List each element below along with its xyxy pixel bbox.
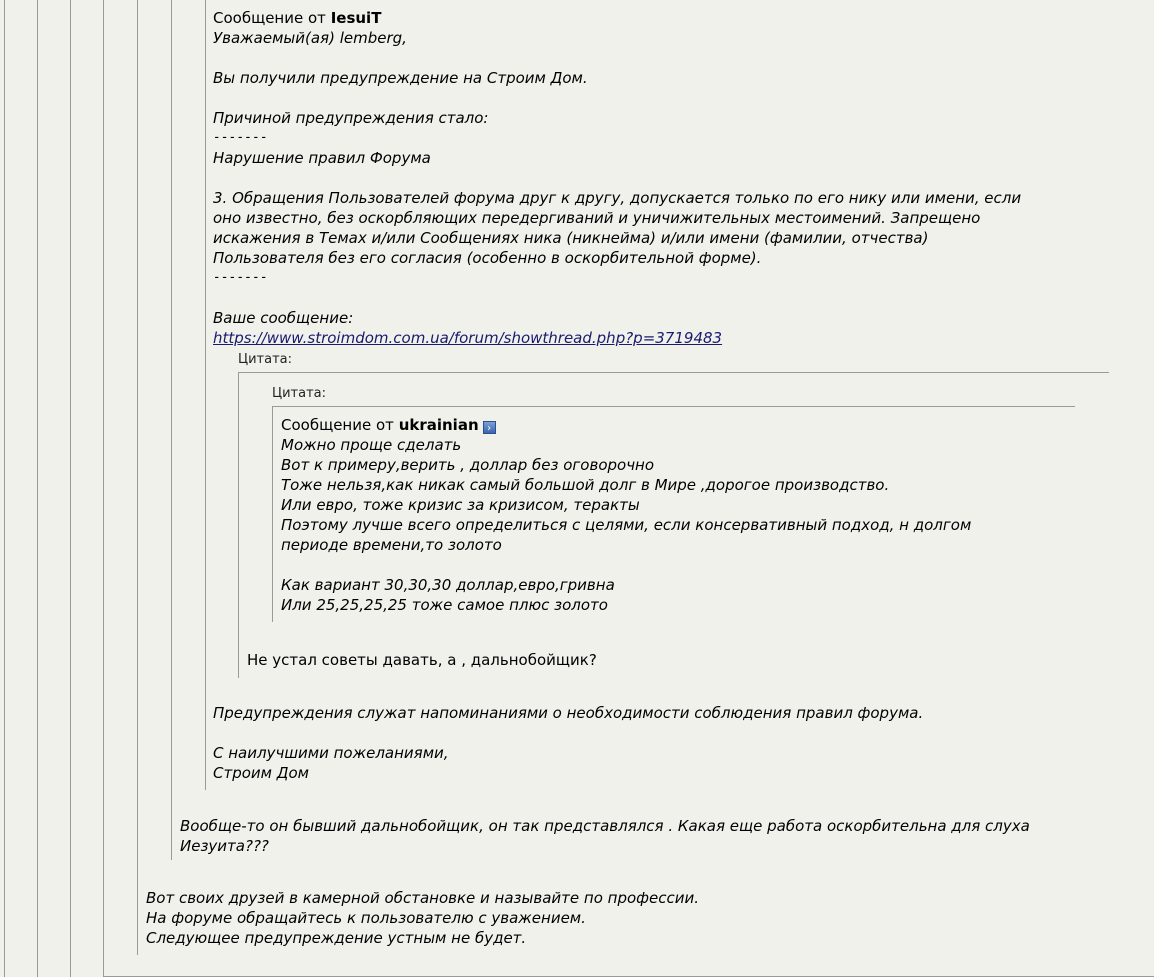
separator: ------- (213, 270, 268, 285)
author-name[interactable]: IesuiT (330, 9, 382, 27)
moderator-notice-footer (213, 703, 1143, 783)
lemberg-reply (180, 816, 1150, 856)
quote-line: Можно проще сделать (281, 436, 462, 454)
separator: ------- (213, 130, 268, 145)
quote-line: Или евро, тоже кризис за кризисом, теракты (281, 496, 640, 514)
view-post-arrow-icon[interactable]: › (483, 421, 496, 434)
rule-text-line: 3. Обращения Пользователей форума друг к другу, допускается только по его нику или имени, если (213, 189, 1022, 207)
quote-label: Цитата: (238, 352, 292, 367)
thread-indent-line (171, 0, 172, 790)
thread-indent-line (37, 0, 38, 977)
outer-quote-reply: Не устал советы давать, а , дальнобойщик? (247, 651, 597, 669)
quote-line: Поэтому лучше всего определиться с целями, если консервативный подход, н долгом (281, 516, 972, 534)
from-label: Сообщение от (281, 416, 394, 434)
reply-line: Иезуита??? (180, 837, 269, 855)
reply-line: Вот своих друзей в камерной обстановке и называйте по профессии. (146, 889, 699, 907)
author-name[interactable]: ukrainian (398, 416, 479, 434)
reply-line: Следующее предупреждение устным не будет. (146, 929, 527, 947)
rule-text-line: оно известно, без оскорбляющих передергиваний и уничижительных местоимений. Запрещено (213, 209, 981, 227)
moderator-notice (213, 8, 1143, 348)
final-reply (146, 888, 1136, 948)
quote-line: Или 25,25,25,25 тоже самое плюс золото (281, 596, 608, 614)
thread-indent-line (70, 0, 71, 977)
reason-title: Нарушение правил Форума (213, 149, 431, 167)
quote-label: Цитата: (272, 386, 326, 401)
thread-indent-line (137, 0, 138, 820)
warning-received: Вы получили предупреждение на Строим Дом. (213, 69, 588, 87)
thread-indent-line (205, 0, 206, 790)
quote-line: Как вариант 30,30,30 доллар,евро,гривна (281, 576, 615, 594)
greeting: Уважаемый(ая) lemberg, (213, 29, 407, 47)
reply-line: На форуме обращайтесь к пользователю с уважением. (146, 909, 586, 927)
closing: С наилучшими пожеланиями, (213, 744, 449, 762)
quote-author (281, 415, 1071, 435)
thread-indent-line (4, 0, 5, 977)
your-message-label: Ваше сообщение: (213, 309, 354, 327)
rule-text-line: искажения в Темах и/или Сообщениях ника (никнейма) и/или имени (фамилии, отчества) (213, 229, 929, 247)
rule-text-line: Пользователя без его согласия (особенно в оскорбительной форме). (213, 249, 762, 267)
message-link[interactable]: https://www.stroimdom.com.ua/forum/showthread.php?p=3719483 (213, 329, 723, 347)
thread-indent-line (171, 790, 172, 860)
signature: Строим Дом (213, 764, 309, 782)
quote-line: периоде времени,то золото (281, 536, 502, 554)
quote-line: Тоже нельзя,как никак самый большой долг в Мире ,дорогое производство. (281, 476, 890, 494)
notice-author (213, 8, 1143, 28)
thread-indent-line (103, 0, 104, 977)
from-label: Сообщение от (213, 9, 326, 27)
warnings-note: Предупреждения служат напоминаниями о необходимости соблюдения правил форума. (213, 704, 924, 722)
thread-indent-line (137, 820, 138, 955)
quote-line: Вот к примеру,верить , доллар без оговорочно (281, 456, 655, 474)
reply-line: Вообще-то он бывший дальнобойщик, он так представлялся . Какая еще работа оскорбительна для слуха (180, 817, 1030, 835)
reason-label: Причиной предупреждения стало: (213, 109, 489, 127)
inner-quote-content (281, 415, 1071, 615)
